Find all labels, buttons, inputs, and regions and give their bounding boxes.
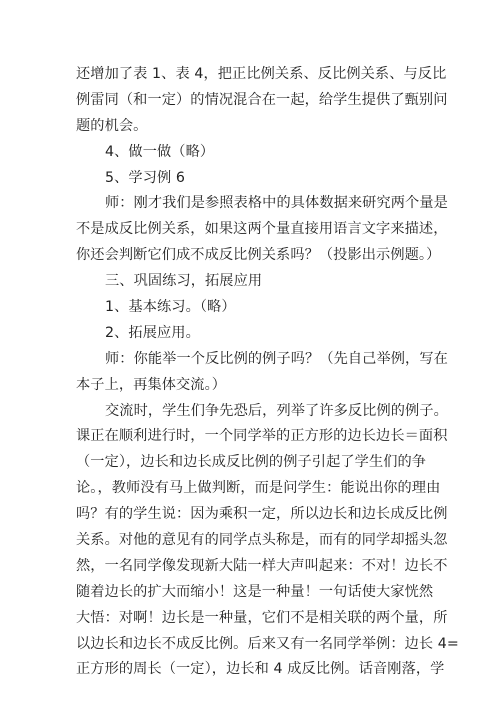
text-line: 然，一名同学像发现新大陆一样大声叫起来：不对！边长不	[76, 557, 448, 574]
text-line: 2、拓展应用。	[105, 324, 200, 341]
text-line: 还增加了表 1、表 4，把正比例关系、反比例关系、与反比	[76, 66, 447, 82]
text-line: 本子上，再集体交流。）	[76, 376, 227, 393]
text-line: 不是成反比例关系，如果这两个量直接用语言文字来描述，	[76, 221, 448, 238]
text-line: 正方形的周长（一定），边长和 4 成反比例。话音刚落，学	[76, 661, 445, 678]
text-line: 师：你能举一个反比例的例子吗？（先自己举例，写在	[105, 350, 448, 367]
text-line: 大悟：对啊！边长是一种量，它们不是相关联的两个量，所	[76, 609, 448, 626]
text-line: 例雷同（和一定）的情况混合在一起，给学生提供了甄别问	[76, 91, 448, 108]
text-line: 师：刚才我们是参照表格中的具体数据来研究两个量是	[105, 195, 448, 212]
text-line: 课正在顺利进行时，一个同学举的正方形的边长边长＝面积	[76, 428, 448, 445]
text-line: 你还会判断它们成不成反比例关系吗？（投影出示例题。）	[76, 247, 441, 264]
text-line: 5、学习例 6	[105, 169, 186, 186]
text-line: 4、做一做（略）	[105, 143, 215, 160]
text-line: 关系。对他的意见有的同学点头称是，而有的同学却摇头忽	[76, 532, 448, 549]
text-line: 交流时，学生们争先恐后，列举了许多反比例的例子。	[105, 402, 448, 419]
text-line: 以边长和边长不成反比例。后来又有一名同学举例：边长 4=	[76, 635, 459, 652]
text-line: 1、基本练习。（略）	[105, 299, 236, 316]
document-body	[76, 62, 459, 683]
text-line: 吗？有的学生说：因为乘积一定，所以边长和边长成反比例	[76, 506, 448, 523]
text-line: 随着边长的扩大而缩小！这是一种量！一句话使大家恍然	[76, 583, 434, 600]
text-line: 三、巩固练习，拓展应用	[105, 273, 263, 290]
text-line: 论。，教师没有马上做判断，而是问学生：能说出你的理由	[76, 480, 441, 497]
text-line: 题的机会。	[76, 117, 148, 134]
text-line: （一定），边长和边长成反比例的例子引起了学生们的争	[76, 454, 427, 471]
